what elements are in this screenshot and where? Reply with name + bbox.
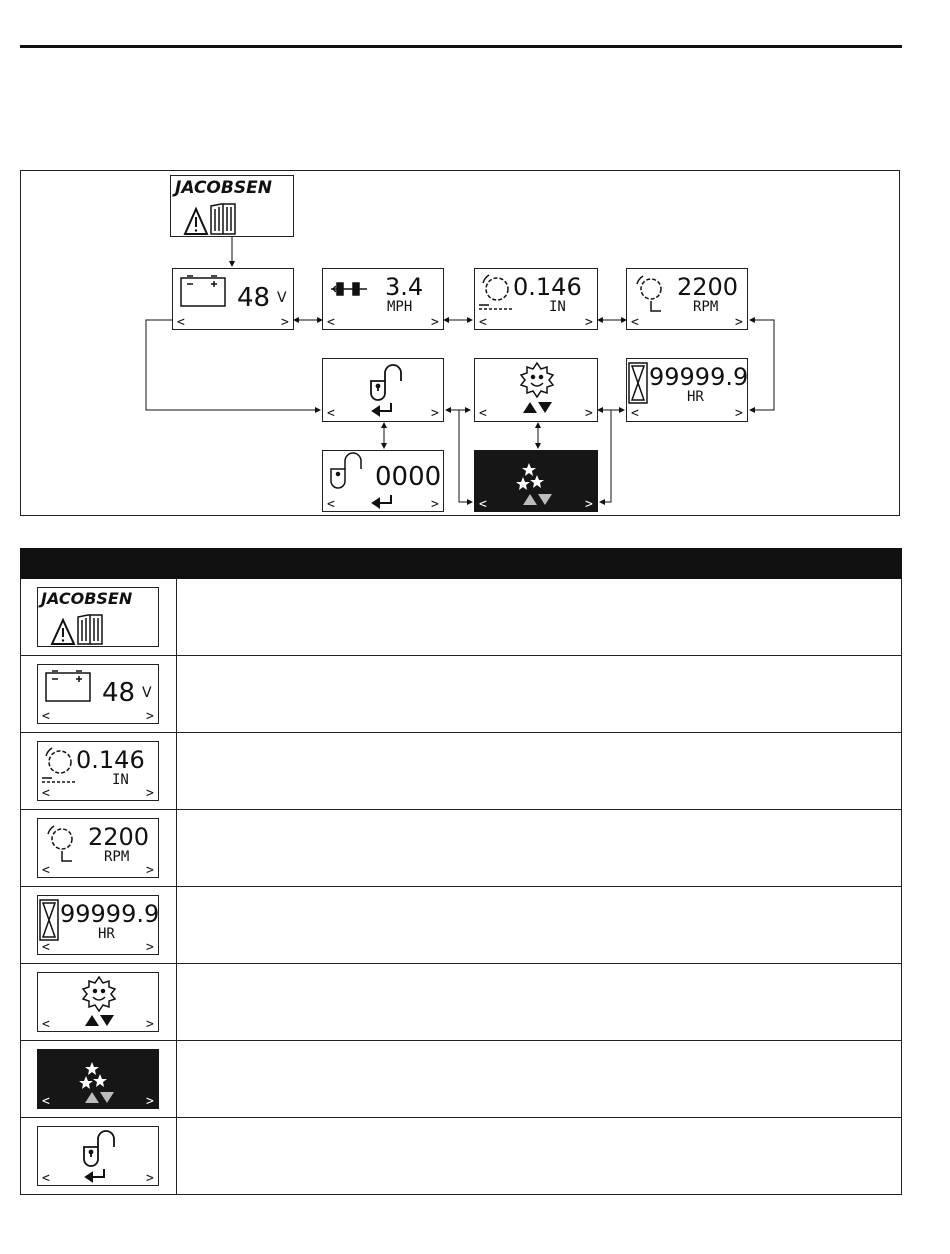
table-row xyxy=(20,656,902,733)
up-down-icon xyxy=(85,1092,114,1103)
nav-left: < xyxy=(631,315,639,330)
lock-screen xyxy=(322,358,444,422)
hours-unit: HR xyxy=(98,926,115,942)
nav-left: < xyxy=(327,315,335,330)
table-row xyxy=(20,810,902,887)
nav-right: > xyxy=(146,863,154,878)
manual-icon xyxy=(78,615,102,644)
battery-value: 48 xyxy=(102,678,136,708)
height-value: 0.146 xyxy=(513,273,582,301)
table-row xyxy=(20,964,902,1041)
star-icon xyxy=(516,463,544,490)
lock-icon xyxy=(84,1131,114,1166)
nav-right: > xyxy=(146,786,154,801)
nav-left: < xyxy=(479,315,487,330)
battery-screen xyxy=(37,664,159,724)
lock-icon xyxy=(331,453,361,488)
height-of-cut-screen xyxy=(474,268,598,330)
nav-left: < xyxy=(631,406,639,421)
day-mode-screen xyxy=(474,358,598,422)
rpm-value: 2200 xyxy=(677,273,739,301)
moon-icon xyxy=(105,1056,122,1090)
nav-right: > xyxy=(585,315,593,330)
display-screens-table xyxy=(20,548,902,1195)
row-description xyxy=(177,887,901,963)
hourglass-icon xyxy=(629,363,647,403)
row-description xyxy=(177,579,901,655)
reel-icon xyxy=(479,275,513,309)
hours-screen xyxy=(37,895,159,955)
nav-right: > xyxy=(146,709,154,724)
nav-left: < xyxy=(479,406,487,421)
rpm-screen xyxy=(626,268,748,330)
speed-screen xyxy=(322,268,444,330)
hours-screen xyxy=(626,358,748,422)
nav-right: > xyxy=(431,406,439,421)
speed-unit: MPH xyxy=(387,299,413,315)
nav-left: < xyxy=(42,1017,50,1032)
nav-left: < xyxy=(42,1171,50,1186)
traction-icon xyxy=(331,283,367,295)
nav-left: < xyxy=(42,709,50,724)
row-description xyxy=(177,733,901,809)
battery-unit: V xyxy=(142,685,152,701)
nav-right: > xyxy=(431,497,439,512)
hours-unit: HR xyxy=(687,389,704,405)
enter-icon xyxy=(373,495,391,507)
nav-left: < xyxy=(42,786,50,801)
nav-right: > xyxy=(585,406,593,421)
height-of-cut-screen xyxy=(37,741,159,801)
pin-entry-screen xyxy=(322,450,444,512)
height-value: 0.146 xyxy=(76,746,145,774)
battery-unit: V xyxy=(277,290,287,306)
nav-left: < xyxy=(42,940,50,955)
nav-right: > xyxy=(585,497,593,512)
nav-right: > xyxy=(735,315,743,330)
reel-icon xyxy=(42,748,76,782)
brand-logo: JACOBSEN xyxy=(175,178,272,198)
pin-value: 0000 xyxy=(375,462,442,492)
sun-icon xyxy=(521,363,553,397)
battery-value: 48 xyxy=(237,283,271,313)
nav-left: < xyxy=(327,406,335,421)
battery-icon xyxy=(181,276,225,306)
battery-screen xyxy=(172,268,294,330)
splash-screen xyxy=(170,175,294,237)
up-down-icon xyxy=(85,1015,114,1026)
nav-left: < xyxy=(42,1094,50,1109)
table-row xyxy=(20,887,902,964)
table-header xyxy=(20,548,902,579)
row-description xyxy=(177,1118,901,1194)
rpm-unit: RPM xyxy=(693,299,719,315)
nav-right: > xyxy=(146,940,154,955)
nav-left: < xyxy=(42,863,50,878)
table-row xyxy=(20,1118,902,1195)
hourglass-icon xyxy=(40,900,58,940)
enter-icon xyxy=(86,1169,104,1181)
lock-icon xyxy=(371,365,401,400)
nav-right: > xyxy=(735,406,743,421)
row-description xyxy=(177,964,901,1040)
up-down-icon xyxy=(523,494,552,505)
manual-icon xyxy=(211,204,235,234)
battery-icon xyxy=(46,671,90,701)
height-unit: IN xyxy=(549,299,566,315)
nav-left: < xyxy=(177,315,185,330)
nav-left: < xyxy=(479,497,487,512)
night-mode-screen xyxy=(37,1049,159,1109)
day-mode-screen xyxy=(37,972,159,1032)
row-description xyxy=(177,1041,901,1117)
night-mode-screen xyxy=(474,450,598,512)
warning-icon xyxy=(185,209,207,234)
speed-value: 3.4 xyxy=(385,273,424,301)
rpm-screen xyxy=(37,818,159,878)
nav-right: > xyxy=(281,315,289,330)
row-description xyxy=(177,810,901,886)
enter-icon xyxy=(373,403,391,415)
warning-icon xyxy=(52,620,74,644)
nav-right: > xyxy=(146,1171,154,1186)
height-unit: IN xyxy=(112,772,129,788)
table-row xyxy=(20,733,902,810)
brand-logo: JACOBSEN xyxy=(41,589,133,608)
splash-screen xyxy=(37,587,159,647)
row-description xyxy=(177,656,901,732)
rpm-unit: RPM xyxy=(104,849,130,865)
star-icon xyxy=(79,1062,107,1089)
nav-right: > xyxy=(146,1017,154,1032)
table-row xyxy=(20,579,902,656)
up-down-icon xyxy=(523,402,552,413)
rpm-value: 2200 xyxy=(88,823,150,851)
reel-icon xyxy=(48,826,72,861)
hours-value: 99999.9 xyxy=(649,363,749,391)
moon-icon xyxy=(542,457,559,491)
nav-left: < xyxy=(327,497,335,512)
nav-right: > xyxy=(431,315,439,330)
hours-value: 99999.9 xyxy=(60,900,160,928)
lock-screen xyxy=(37,1126,159,1186)
nav-right: > xyxy=(146,1094,154,1109)
sun-icon xyxy=(83,977,115,1011)
reel-icon xyxy=(637,276,661,311)
table-row xyxy=(20,1041,902,1118)
